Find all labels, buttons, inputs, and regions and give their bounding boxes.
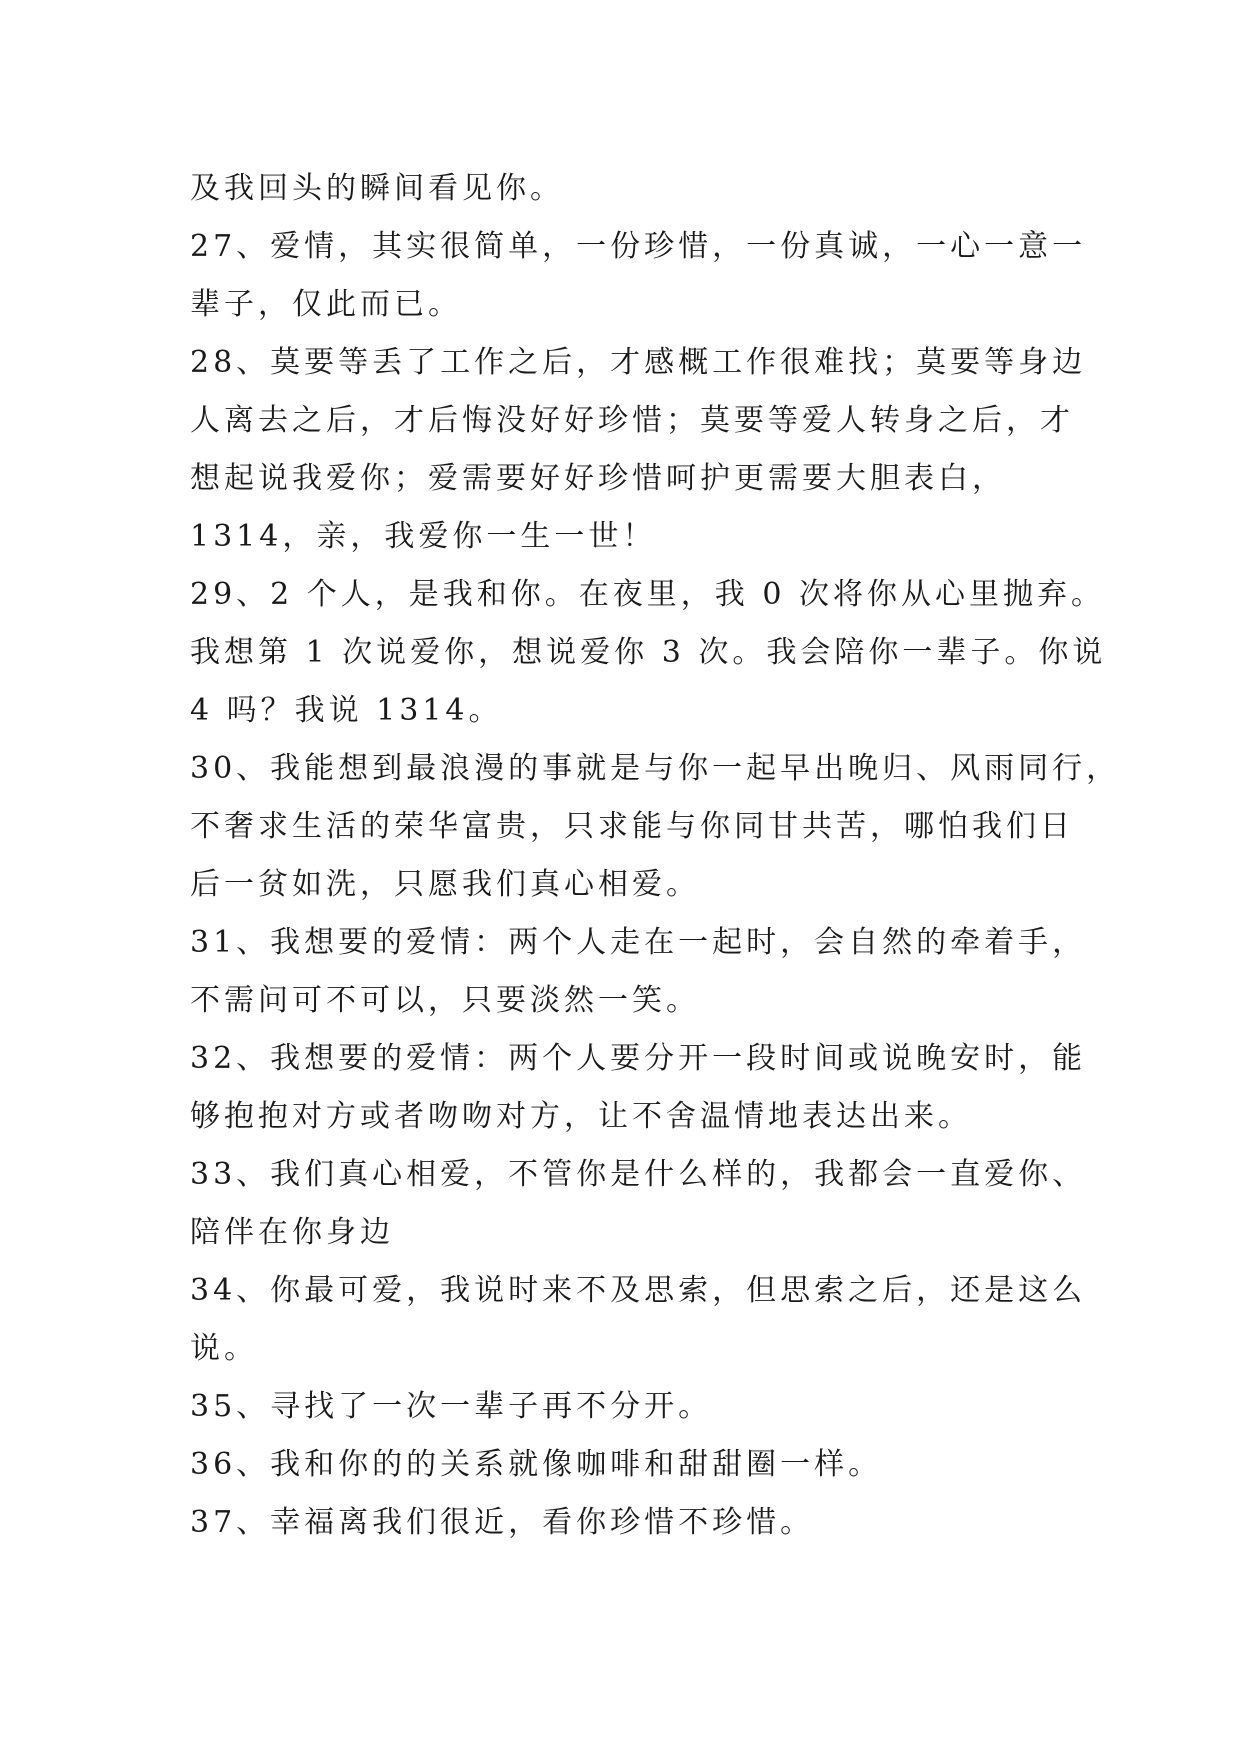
text-line: 人离去之后，才后悔没好好珍惜；莫要等爱人转身之后，才 — [190, 403, 1074, 438]
text-line: 33、我们真心相爱，不管你是什么样的，我都会一直爱你、 — [190, 1157, 1087, 1192]
text-line: 辈子，仅此而已。 — [190, 287, 462, 322]
text-line: 36、我和你的的关系就像咖啡和甜甜圈一样。 — [190, 1447, 883, 1482]
text-line: 29、2 个人，是我和你。在夜里，我 0 次将你从心里抛弃。 — [190, 577, 1105, 612]
text-line: 想起说我爱你；爱需要好好珍惜呵护更需要大胆表白， — [190, 461, 1006, 496]
text-line: 31、我想要的爱情：两个人走在一起时，会自然的牵着手， — [190, 925, 1087, 960]
text-line: 28、莫要等丢了工作之后，才感概工作很难找；莫要等身边 — [190, 345, 1087, 380]
text-line: 27、爱情，其实很简单，一份珍惜，一份真诚，一心一意一 — [190, 229, 1087, 264]
text-line: 陪伴在你身边 — [190, 1215, 394, 1250]
text-line: 不奢求生活的荣华富贵，只求能与你同甘共苦，哪怕我们日 — [190, 809, 1074, 844]
text-line: 34、你最可爱，我说时来不及思索，但思索之后，还是这么 — [190, 1273, 1087, 1308]
text-line: 够抱抱对方或者吻吻对方，让不舍温情地表达出来。 — [190, 1099, 972, 1134]
body-text — [190, 160, 1121, 1552]
text-line: 35、寻找了一次一辈子再不分开。 — [190, 1389, 713, 1424]
text-line: 32、我想要的爱情：两个人要分开一段时间或说晚安时，能 — [190, 1041, 1087, 1076]
text-line: 1314，亲，我爱你一生一世！ — [190, 519, 657, 554]
text-line: 后一贫如洗，只愿我们真心相爱。 — [190, 867, 700, 902]
text-line: 37、幸福离我们很近，看你珍惜不珍惜。 — [190, 1505, 815, 1540]
text-line: 说。 — [190, 1331, 258, 1366]
text-line: 不需问可不可以，只要淡然一笑。 — [190, 983, 700, 1018]
text-line: 及我回头的瞬间看见你。 — [190, 171, 564, 206]
text-line: 30、我能想到最浪漫的事就是与你一起早出晚归、风雨同行， — [190, 751, 1121, 786]
text-line: 我想第 1 次说爱你，想说爱你 3 次。我会陪你一辈子。你说 — [190, 635, 1107, 670]
text-line: 4 吗？我说 1314。 — [190, 693, 503, 728]
